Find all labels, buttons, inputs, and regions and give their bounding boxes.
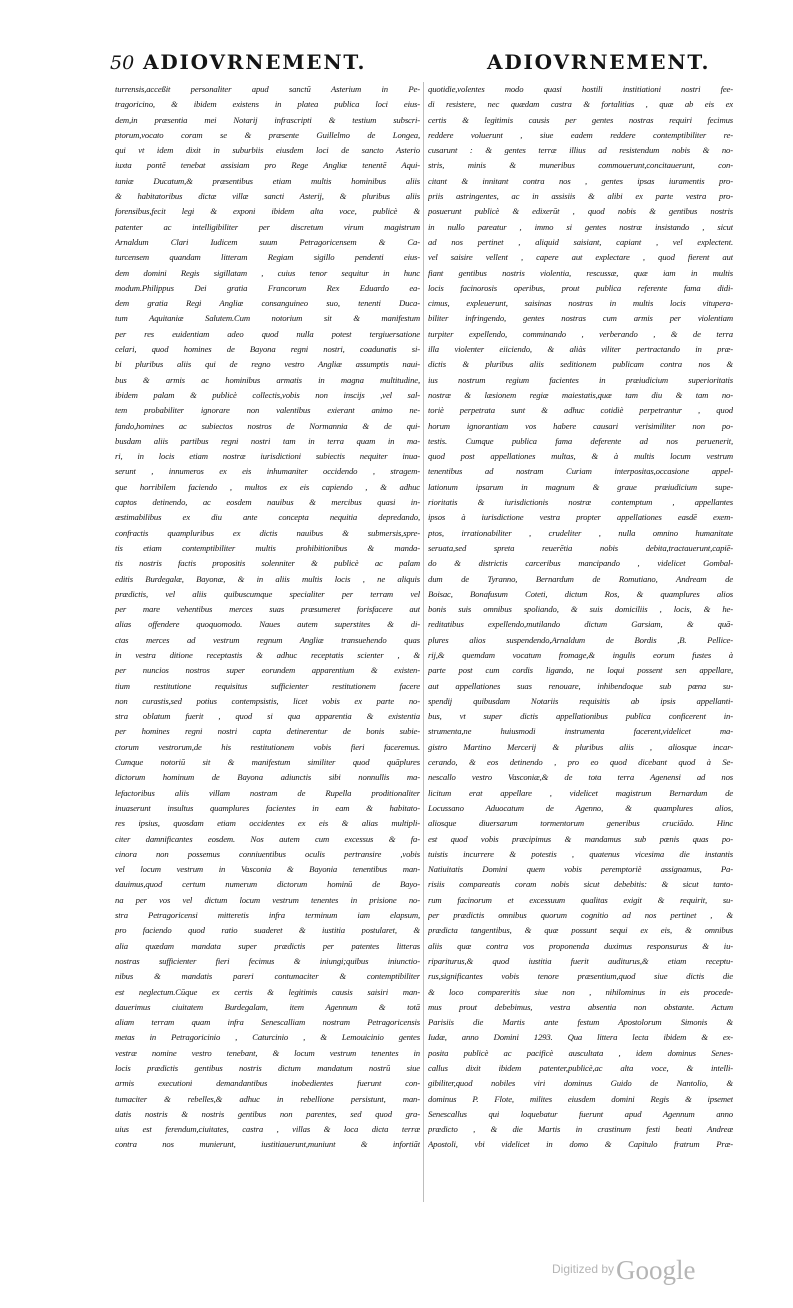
text-line: inuaserunt insultus quamplures facientes in eam & habitato- (115, 802, 420, 813)
text-line: dominus P. Flote, milites eiusdem domini Regis & ipsemet (428, 1093, 733, 1104)
text-line: stra oblatum fuerit , quod si qua apparentia & existentia (115, 711, 420, 722)
running-head-left: ADIOVRNEMENT. (143, 50, 367, 74)
text-line: per prædictis omnibus quorum cognitio ad nos pertinet , & (428, 910, 733, 921)
text-line: locis prædictis gentibus nostris dictum mandatum nostrū siue (115, 1063, 420, 1073)
text-line: & loco compareritis siue non , nihilominus in eis procede- (428, 986, 733, 997)
text-line: spendij quibusdam Notariis requisitis ab ipsis appellanti- (428, 695, 733, 706)
text-line: patenter ac intelligibiliter per discretum virum magistrum (115, 221, 420, 232)
text-line: Cumque notoriū sit & manifestum similiter quod quāplures (115, 757, 420, 768)
text-line: fiant gentibus nostris violentia, rescussæ, quæ iam in multis (428, 267, 733, 278)
text-line: prædictis, vel aliis quibuscumque specialiter per terram vel (115, 588, 420, 599)
text-line: prædicta tangentibus, & quæ possunt sequi ex eis, & omnibus (428, 925, 733, 936)
text-line: ad nos pertinet , aliquid saisiant, capiant , vel explectent. (428, 236, 733, 247)
text-line: nostras sufficienter fieri fecimus & iniungi;quibus iniunctio- (115, 955, 420, 966)
text-line: seruata,sed spreta reuerētia nobis debita,tractauerunt,capiē- (428, 542, 733, 553)
text-line: Natiuitatis Domini quem vobis peremptoriè assignamus, Pa- (428, 864, 733, 875)
watermark-prefix: Digitized by (552, 1262, 615, 1276)
text-line: Locussano Aduocatum de Agenno, & quamplures alios, (428, 802, 733, 813)
text-line: dem gratia Regi Angliæ consanguineo suo, tenenti Duca- (115, 298, 420, 309)
text-line: ipsos à iurisdictione vestra propter appellationes easdē exem- (428, 512, 733, 523)
text-line: ptorum,vocato coram se & præsente Guillelmo de Longea, (115, 129, 420, 140)
text-line: dum de Tyranno, Bernardum de Romutiano, Andream de (428, 573, 733, 584)
text-line: turrensis,acceßit personaliter apud sanctū Asterium in Pe- (115, 84, 420, 94)
text-line: est neglectum.Cūque ex certis & legitimis causis saisiri man- (115, 986, 420, 997)
text-line: illa violenter eiiciendo, & aliàs viliter pertractando in præ- (428, 344, 733, 355)
text-line: aliam terram quam infra Senescalliam nostram Petragoricensis (115, 1017, 420, 1028)
text-line: locis facinorosis operibus, prout publica referente fama didi- (428, 282, 733, 293)
text-line: bus & armis ac hominibus armatis in magna multitudine, (115, 374, 420, 385)
text-line: turpiter expellendo, comminando , verberando , & de terra (428, 328, 733, 339)
text-line: Iudæ, anno Domini 1293. Qua littera lecta ibidem & ex- (428, 1032, 733, 1043)
text-line: tenentibus ad nostram Curiam interpositas,occasione appel- (428, 466, 733, 477)
text-line: armis executioni demandantibus inobedientes fuerunt con- (115, 1078, 420, 1089)
text-line: na per vos vel dictum locum vestrum tenentes in prisione no- (115, 894, 420, 905)
text-line: toriè perpetrata sunt & adhuc cotidiè perpetrantur , quod (428, 405, 733, 416)
text-line: vestræ nomine vestro tenebant, & locum vestrum tenentes in (115, 1047, 420, 1058)
text-line: & habitatoribus dictæ villæ sancti Asterij, & pluribus aliis (115, 191, 420, 202)
text-line: quotidie,volentes modo quasi hostili institiationi nostri fee- (428, 84, 733, 94)
text-line: biliter infringendo, gentes nostras cum armis per violentiam (428, 313, 733, 324)
text-line: posita publicè ac pacificè auscultata , idem dominus Senes- (428, 1047, 733, 1058)
text-line: ius nostrum regium facientes in præiudicium superioritatis (428, 374, 733, 385)
text-line: cerando, & eos detinendo , pro eo quod dicebant quod à Se- (428, 757, 733, 768)
text-line: ibidem palam & publicè collectis,vobis non inscijs ,vel sal- (115, 389, 420, 400)
text-line: nibus & mandatis pareri contumaciter & contemptibiliter (115, 971, 420, 982)
text-line: stris, minis & muneribus commouerunt,concitauerunt, con- (428, 160, 733, 171)
text-line: æstimabilibus ex diu ante concepta nequitia depredando, (115, 512, 420, 523)
text-line: busdam aliis partibus regni nostri tam in terra quam in ma- (115, 435, 420, 446)
text-line: datis nostris & nostris gentibus non parentes, sed quod gra- (115, 1108, 420, 1119)
text-line: Boisac, Bonafusum Coteti, dictum Ros, & quamplures alios (428, 588, 733, 599)
text-line: nostræ & læsionem regiæ maiestatis,quæ tam diu & tam no- (428, 389, 733, 400)
text-line: Parisiis die Martis ante festum Apostolorum Simonis & (428, 1017, 733, 1028)
text-line: non curastis,sed potius contempsistis, licet vobis ex parte no- (115, 695, 420, 706)
text-line: ri, in locis etiam nostræ iurisdictioni subiectis nequiter inua- (115, 451, 420, 462)
text-line: bus, vt super dictis appellationibus publica conficerent in- (428, 711, 733, 722)
text-line: priis astringentes, ac in assisiis & alibi ex parte vestra pro- (428, 191, 733, 202)
text-line: rij,& quemdam vocatum fromage,& ingulis eorum fustes à (428, 649, 733, 660)
text-line: tum Aquitaniæ Salutem.Cum notorium sit & manifestum (115, 313, 420, 324)
text-line: di resistere, nec quædam castra & fortalitias , quæ ab eis ex (428, 99, 733, 110)
text-line: posuerunt publicè & edixerūt , quod nobis & gentibus nostris (428, 206, 733, 217)
text-line: citer damnificantes eosdem. Nos autem cum excessus & fa- (115, 833, 420, 844)
text-line: horum ignorantiam vos habere causari verisimiliter non po- (428, 420, 733, 431)
text-line: dauerimus ciuitatem Burdegalam, item Agennum & totā (115, 1001, 420, 1012)
text-line: licitum erat appellare , videlicet magistrum Bernardum de (428, 787, 733, 798)
text-line: prædicto , & die Martis in crastinum festi beati Andreæ (428, 1124, 733, 1135)
text-line: ctorum vestrorum,de his restitutionem vobis fieri faceremus. (115, 741, 420, 752)
text-line: lefactoribus aliis villam nostram de Rupella proditionaliter (115, 787, 420, 798)
text-line: ctas merces ad vestrum regnum Angliæ transuehendo quas (115, 634, 420, 645)
text-line: Arnaldum Clari Iudicem suum Petragoricensem & Ca- (115, 236, 420, 247)
text-line: reditatibus expellendo,mutilando dictum Garsiam, & quā- (428, 619, 733, 630)
text-line: celari, quod homines de Bayona regni nostri, coadunatis si- (115, 344, 420, 355)
text-line: stra Petragoricensi mitteretis infra terminum iam elapsum, (115, 910, 420, 921)
digitization-watermark (552, 1255, 696, 1286)
text-line: tuistis incurrere & potestis , quatenus vicesima die instantis (428, 848, 733, 859)
text-line: captos detinendo, ac eosdem nauibus & mercibus quasi in- (115, 497, 420, 508)
text-line: bonis suis omnibus spoliando, & suis domiciliis , locis, & he- (428, 604, 733, 615)
text-line: aliis quæ contra vos proponenda duximus responsurus & iu- (428, 940, 733, 951)
text-line: bi pluribus aliis qui de regno vestro Angliæ assumptis naui- (115, 359, 420, 370)
text-column-right (428, 82, 733, 1153)
text-line: editis Burdegalæ, Bayonæ, & in aliis multis locis , ne aliquis (115, 573, 420, 584)
text-line: iuxta pontē tenebat assisiam pro Rege Angliæ tenentē Aqui- (115, 160, 420, 171)
text-line: dem,in præsentia mei Notarij infrascripti & testium subscri- (115, 114, 420, 125)
text-line: confractis quampluribus ex dictis nauibus & submersis,spre- (115, 527, 420, 538)
text-line: testis. Cumque publica fama deferente ad nos peruenerit, (428, 435, 733, 446)
text-line: modum.Philippus Dei gratia Francorum Rex Eduardo ea- (115, 282, 420, 293)
text-line: quod post appellationes multas, & à multis locum vestrum (428, 451, 733, 462)
text-line: dictorum hominum de Bayona adiunctis sibi nonnullis ma- (115, 772, 420, 783)
text-line: cusarunt : & gentes terræ illius ad resistendum nobis & no- (428, 145, 733, 156)
text-line: metas in Petragoricinio , Caturcinio , & Lemouicinio gentes (115, 1032, 420, 1043)
text-line: tis etiam contemptibiliter multis prohibitionibus & manda- (115, 542, 420, 553)
text-line: fando,homines ac subiectos nostros de Normannia & de qui- (115, 420, 420, 431)
text-line: per mare vehentibus merces suas præsumeret forisfacere aut (115, 604, 420, 615)
text-line: dictis & pluribus aliis seditionem publicam contra nos & (428, 359, 733, 370)
text-line: nescallo vestro Vasconiæ,& de tota terra Agenensi ad nos (428, 772, 733, 783)
text-line: plures alios suspendendo,Arnaldum de Bordis ,B. Pellice- (428, 634, 733, 645)
google-logo-text: Google (616, 1255, 696, 1285)
text-line: res ipsius, quosdam etiam occidentes ex eis & alias multipli- (115, 818, 420, 829)
text-line: in nullo pareatur , immo si gentes nostræ insistando , sicut (428, 221, 733, 232)
text-line: citant & innitant contra nos , gentes ipsas iuramentis pro- (428, 175, 733, 186)
text-line: per homines regni nostri capta detinerentur de bonis subie- (115, 726, 420, 737)
text-line: Senescallus qui loquebatur fuerunt apud Agennum anno (428, 1108, 733, 1119)
text-column-left (115, 82, 420, 1153)
text-line: Apostoli, vbi videlicet in domo & Capitulo fratrum Præ- (428, 1139, 733, 1150)
text-line: tragoricino, & ibidem existens in platea publica loci eius- (115, 99, 420, 110)
text-line: dem domini Regis sigillatam , cuius tenor sequitur in hunc (115, 267, 420, 278)
text-line: per nuncios nostros super eorundem apparentium & existen- (115, 665, 420, 676)
text-line: aliosque diuersarum tormentorum generibus cruciādo. Hinc (428, 818, 733, 829)
text-line: ptos, irrationabiliter , crudeliter , nulla omnino humanitate (428, 527, 733, 538)
text-line: lationum ipsarum in magnum & graue præiudicium supe- (428, 481, 733, 492)
text-line: cimus, expleuerunt, saisinas nostras in multis locis vitupera- (428, 298, 733, 309)
text-line: est quod vobis præcipimus & mandamus sub pœnis quas po- (428, 833, 733, 844)
text-line: mus prout debebimus, vestra absentia non obstante. Actum (428, 1001, 733, 1012)
text-line: gibiliter,quod nobiles viri dominus Guido de Nantolio, & (428, 1078, 733, 1089)
text-line: rus,significantes vobis tenore præsentium,quod siue dictis die (428, 971, 733, 982)
text-line: in vestra ditione receptastis & adhuc receptatis scienter , & (115, 649, 420, 660)
text-line: turcensem quandam litteram Regiam sigillo pendenti eius- (115, 252, 420, 263)
text-line: alia quædam mandata super prædictis per patentes litteras (115, 940, 420, 951)
text-line: contra nos munierunt, iustitiauerunt,muniunt & infortiāt (115, 1139, 420, 1150)
text-line: tem probabiliter ignorare non valentibus exierant animo ne- (115, 405, 420, 416)
text-line: callus dixit ibidem patenter,publicè,ac alta voce, & intelli- (428, 1063, 733, 1073)
text-line: que horribilem faciendo , multos ex eis capiendo , & adhuc (115, 481, 420, 492)
text-line: vel saisire vellent , capere aut explectare , quod fierent aut (428, 252, 733, 263)
text-line: reddere voluerunt , siue eadem reddere contemptibiliter re- (428, 129, 733, 140)
text-line: parte post cum cordis ligando, ne loqui possent sen appellare, (428, 665, 733, 676)
text-line: rum facinorum et excessuum qualitas exigit & requirit, su- (428, 894, 733, 905)
text-line: tis nostris factis propositis solenniter & publicè ac palam (115, 558, 420, 569)
text-line: dauimus,quod certum numerum dictorum hominū de Bayo- (115, 879, 420, 890)
text-line: per res euidentiam adeo quod nulla potest tergiuersatione (115, 328, 420, 339)
text-line: risiis compareatis coram nobis sicut debebitis: & sicut tanto- (428, 879, 733, 890)
text-line: vel locum vestrum in Vasconia & Bayonia tenentibus man- (115, 864, 420, 875)
text-line: taniæ Ducatum,& præsentibus etiam multis hominibus aliis (115, 175, 420, 186)
text-line: uius est ferendum,ciuitates, castra , villas & loca dicta terræ (115, 1124, 420, 1135)
text-line: serunt , innumeros ex eis inhumaniter occidendo , stragem- (115, 466, 420, 477)
text-line: ripariturus,& quod iustitia fuerit auditurus,& etiam receptu- (428, 955, 733, 966)
text-line: pro faciendo quod ratio suaderet & iustitia postularet, & (115, 925, 420, 936)
text-line: rioritatis & iurisdictionis nostræ contemptum , appellantes (428, 497, 733, 508)
text-line: cinora non possemus conniuentibus oculis pertransire ,vobis (115, 848, 420, 859)
text-line: do & districtis carceribus mancipando , videlicet Gombal- (428, 558, 733, 569)
text-line: forensibus,fecit legi & exponi ibidem alta voce, publicè & (115, 206, 420, 217)
column-divider (423, 82, 424, 1202)
text-line: aut appellationes suas renouare, inhibendoque sub pœna su- (428, 680, 733, 691)
text-line: qui vt idem dixit in suburbiis eiusdem loci de sancto Asterio (115, 145, 420, 156)
running-head-right: ADIOVRNEMENT. (487, 50, 711, 74)
text-line: certis & legitimis causis per gentes nostras requiri fecimus (428, 114, 733, 125)
text-line: tumaciter & rebelles,& adhuc in rebellione persistunt, man- (115, 1093, 420, 1104)
page-number: 50 (110, 52, 135, 74)
text-line: alias offendere quoquomodo. Naues autem superstites & di- (115, 619, 420, 630)
text-line: gistro Martino Mercerij & pluribus aliis , aliosque incar- (428, 741, 733, 752)
text-line: strumenta,ne huiusmodi instrumenta facerent,videlicet ma- (428, 726, 733, 737)
text-line: tium restitutione requisitus sufficienter restitutionem facere (115, 680, 420, 691)
